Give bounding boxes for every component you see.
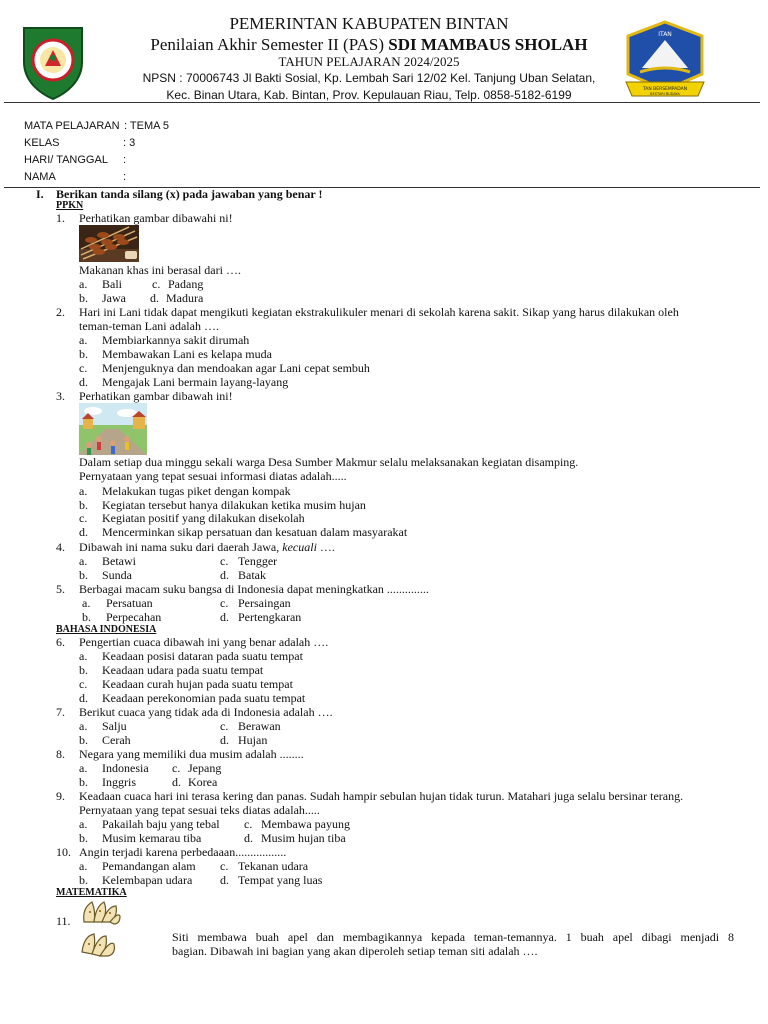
- q1-opt-c-text[interactable]: Padang: [168, 277, 204, 291]
- q3-opt-b-letter[interactable]: b.: [79, 498, 88, 512]
- q2-opt-b-text[interactable]: Membawakan Lani es kelapa muda: [102, 347, 272, 361]
- q5-opt-b-letter[interactable]: b.: [82, 610, 91, 624]
- q4-opt-a-text[interactable]: Betawi: [102, 554, 136, 568]
- meta-class: [24, 136, 136, 150]
- q10-opt-b-text[interactable]: Kelembapan udara: [102, 873, 193, 887]
- q6-opt-d-text[interactable]: Keadaan perekonomian pada suatu tempat: [102, 691, 306, 705]
- q2-number: 2.: [56, 305, 65, 319]
- meta-date-value: :: [123, 154, 127, 166]
- q1-opt-d-text[interactable]: Madura: [166, 291, 204, 305]
- q7-opt-b-letter[interactable]: b.: [79, 733, 88, 747]
- q5-opt-c-letter[interactable]: c.: [220, 596, 229, 610]
- q9-opt-d-letter[interactable]: d.: [244, 831, 253, 845]
- meta-subject-value: : TEMA 5: [124, 120, 170, 132]
- q1-opt-d-letter[interactable]: d.: [150, 291, 159, 305]
- instruction-text: Berikan tanda silang (x) pada jawaban yang benar !: [56, 187, 323, 201]
- q8-number: 8.: [56, 747, 65, 761]
- q5-opt-a-text[interactable]: Persatuan: [106, 596, 153, 610]
- meta-name-label: NAMA: [24, 171, 56, 183]
- q7-opt-d-letter[interactable]: d.: [220, 733, 229, 747]
- q2-opt-a-text[interactable]: Membiarkannya sakit dirumah: [102, 333, 250, 347]
- q6-opt-d-letter[interactable]: d.: [79, 691, 88, 705]
- meta-subject: [24, 119, 170, 133]
- header-exam-name: Penilaian Akhir Semester II (PAS): [150, 35, 389, 54]
- q6-text: Pengertian cuaca dibawah ini yang benar adalah ….: [79, 635, 329, 649]
- q4-number: 4.: [56, 540, 65, 554]
- q9-text-line1: Keadaan cuaca hari ini terasa kering dan panas. Sudah hampir sebulan hujan tidak turun. Matahari juga selalu bersinar terang.: [79, 789, 684, 803]
- meta-name: [24, 170, 127, 184]
- right-logo-text: ITAN: [658, 31, 672, 38]
- q3-opt-d-text[interactable]: Mencerminkan sikap persatuan dan kesatuan dalam masyarakat: [102, 525, 408, 539]
- satay-image: [79, 225, 139, 262]
- q8-text: Negara yang memiliki dua musim adalah ........: [79, 747, 304, 761]
- q11-text-line2: bagian. Dibawah ini bagian yang akan diperoleh setiap teman siti adalah ….: [172, 944, 538, 958]
- q7-number: 7.: [56, 705, 65, 719]
- section-matematika: MATEMATIKA: [56, 887, 127, 898]
- q1-opt-a-letter[interactable]: a.: [79, 277, 88, 291]
- q1-opt-a-text[interactable]: Bali: [102, 277, 122, 291]
- q2-opt-c-text[interactable]: Menjenguknya dan mendoakan agar Lani cepat sembuh: [102, 361, 370, 375]
- q4-opt-a-letter[interactable]: a.: [79, 554, 88, 568]
- q1-opt-c-letter[interactable]: c.: [152, 277, 161, 291]
- q9-opt-c-text[interactable]: Membawa payung: [261, 817, 350, 831]
- q5-opt-d-text[interactable]: Pertengkaran: [238, 610, 302, 624]
- q10-opt-a-text[interactable]: Pemandangan alam: [102, 859, 196, 873]
- q6-opt-c-text[interactable]: Keadaan curah hujan pada suatu tempat: [102, 677, 293, 691]
- q8-opt-a-letter[interactable]: a.: [79, 761, 88, 775]
- apple-slices-image-1: [80, 898, 122, 926]
- q2-opt-d-letter[interactable]: d.: [79, 375, 88, 389]
- q6-opt-b-text[interactable]: Keadaan udara pada suatu tempat: [102, 663, 264, 677]
- q10-opt-d-letter[interactable]: d.: [220, 873, 229, 887]
- meta-date-label: HARI/ TANGGAL: [24, 154, 108, 166]
- q6-opt-c-letter[interactable]: c.: [79, 677, 88, 691]
- q8-opt-d-text[interactable]: Korea: [188, 775, 218, 789]
- q9-opt-d-text[interactable]: Musim hujan tiba: [261, 831, 346, 845]
- q9-text-line2: Pernyataan yang tepat sesuai teks diatas adalah.....: [79, 803, 320, 817]
- q2-opt-c-letter[interactable]: c.: [79, 361, 88, 375]
- q2-opt-b-letter[interactable]: b.: [79, 347, 88, 361]
- header-school-name: SDI MAMBAUS SHOLAH: [388, 35, 588, 54]
- q10-opt-c-letter[interactable]: c.: [220, 859, 229, 873]
- q1-number: 1.: [56, 211, 65, 225]
- q9-opt-c-letter[interactable]: c.: [244, 817, 253, 831]
- q4-opt-c-text[interactable]: Tengger: [238, 554, 278, 568]
- apple-slices-image-2: [80, 930, 116, 958]
- header-divider: [4, 102, 760, 103]
- q4-text-end: ….: [316, 540, 335, 554]
- q5-opt-b-text[interactable]: Perpecahan: [106, 610, 162, 624]
- q7-opt-a-letter[interactable]: a.: [79, 719, 88, 733]
- q2-text-line2: teman-teman Lani adalah ….: [79, 319, 219, 333]
- q7-opt-d-text[interactable]: Hujan: [238, 733, 268, 747]
- section-ppkn: PPKN: [56, 200, 84, 211]
- q1-text: Perhatikan gambar dibawahi ni!: [79, 211, 233, 225]
- q1-opt-b-letter[interactable]: b.: [79, 291, 88, 305]
- q4-text-main: Dibawah ini nama suku dari daerah Jawa,: [79, 540, 283, 554]
- q7-opt-a-text[interactable]: Salju: [102, 719, 127, 733]
- school-logo-right: [622, 20, 708, 102]
- header-address-1: NPSN : 70006743 Jl Bakti Sosial, Kp. Lembah Sari 12/02 Kel. Tanjung Uban Selatan,: [142, 71, 596, 85]
- q3-opt-d-letter[interactable]: d.: [79, 525, 88, 539]
- q4-text-emphasis: kecuali: [282, 540, 317, 554]
- q11-number: 11.: [56, 914, 71, 928]
- meta-subject-label: MATA PELAJARAN: [24, 120, 120, 132]
- q10-opt-c-text[interactable]: Tekanan udara: [238, 859, 309, 873]
- q3-context: Dalam setiap dua minggu sekali warga Desa Sumber Makmur selalu melaksanakan kegiatan disamping.: [79, 455, 579, 469]
- header-academic-year: TAHUN PELAJARAN 2024/2025: [278, 54, 460, 69]
- q3-opt-b-text[interactable]: Kegiatan tersebut hanya dilakukan ketika musim hujan: [102, 498, 366, 512]
- q3-opt-c-letter[interactable]: c.: [79, 511, 88, 525]
- q5-opt-c-text[interactable]: Persaingan: [238, 596, 291, 610]
- q10-opt-d-text[interactable]: Tempat yang luas: [238, 873, 323, 887]
- q10-opt-a-letter[interactable]: a.: [79, 859, 88, 873]
- q7-opt-b-text[interactable]: Cerah: [102, 733, 131, 747]
- header-address-2: Kec. Binan Utara, Kab. Bintan, Prov. Kepulauan Riau, Telp. 0858-5182-6199: [166, 88, 572, 102]
- q5-opt-a-letter[interactable]: a.: [82, 596, 91, 610]
- q9-opt-b-text[interactable]: Musim kemarau tiba: [102, 831, 202, 845]
- q2-opt-a-letter[interactable]: a.: [79, 333, 88, 347]
- q3-opt-a-text[interactable]: Melakukan tugas piket dengan kompak: [102, 484, 291, 498]
- meta-name-value: :: [123, 171, 127, 183]
- q5-number: 5.: [56, 582, 65, 596]
- q10-text: Angin terjadi karena perbedaaan.................: [79, 845, 287, 859]
- meta-class-value: : 3: [123, 137, 136, 149]
- q6-opt-b-letter[interactable]: b.: [79, 663, 88, 677]
- q5-text: Berbagai macam suku bangsa di Indonesia dapat meningkatkan ..............: [79, 582, 429, 596]
- q5-opt-d-letter[interactable]: d.: [220, 610, 229, 624]
- q8-opt-b-letter[interactable]: b.: [79, 775, 88, 789]
- header-government: PEMERINTAN KABUPATEN BINTAN: [229, 14, 509, 33]
- meta-date: [24, 153, 127, 167]
- q11-text-line1: Siti membawa buah apel dan membagikannya kepada teman-temannya. 1 buah apel dibagi menjadi 8: [172, 930, 734, 944]
- q4-opt-b-text[interactable]: Sunda: [102, 568, 132, 582]
- q9-opt-b-letter[interactable]: b.: [79, 831, 88, 845]
- instruction-roman: I.: [36, 187, 44, 201]
- q9-opt-a-letter[interactable]: a.: [79, 817, 88, 831]
- q8-opt-c-letter[interactable]: c.: [172, 761, 181, 775]
- q4-opt-d-text[interactable]: Batak: [238, 568, 266, 582]
- q8-opt-c-text[interactable]: Jepang: [188, 761, 222, 775]
- q4-opt-d-letter[interactable]: d.: [220, 568, 229, 582]
- q10-opt-b-letter[interactable]: b.: [79, 873, 88, 887]
- q6-opt-a-text[interactable]: Keadaan posisi dataran pada suatu tempat: [102, 649, 303, 663]
- community-work-image: [79, 403, 147, 455]
- right-logo-banner-2: BESTARI BUDAYA: [650, 92, 680, 96]
- q9-opt-a-text[interactable]: Pakailah baju yang tebal: [102, 817, 220, 831]
- section-bahasa-indonesia: BAHASA INDONESIA: [56, 624, 157, 635]
- q7-opt-c-text[interactable]: Berawan: [238, 719, 281, 733]
- q8-opt-a-text[interactable]: Indonesia: [102, 761, 149, 775]
- q6-opt-a-letter[interactable]: a.: [79, 649, 88, 663]
- meta-class-label: KELAS: [24, 137, 60, 149]
- q9-number: 9.: [56, 789, 65, 803]
- q4-text: [79, 540, 335, 554]
- q4-opt-c-letter[interactable]: c.: [220, 554, 229, 568]
- q7-text: Berikut cuaca yang tidak ada di Indonesia adalah ….: [79, 705, 333, 719]
- q3-opt-c-text[interactable]: Kegiatan positif yang dilakukan disekolah: [102, 511, 305, 525]
- q3-prompt: Pernyataan yang tepat sesuai informasi diatas adalah.....: [79, 469, 347, 483]
- q8-opt-b-text[interactable]: Inggris: [102, 775, 136, 789]
- right-logo-banner: TAN BERSEMPADAN: [642, 87, 688, 92]
- q8-opt-d-letter[interactable]: d.: [172, 775, 181, 789]
- q10-number: 10.: [56, 845, 71, 859]
- q7-opt-c-letter[interactable]: c.: [220, 719, 229, 733]
- q4-opt-b-letter[interactable]: b.: [79, 568, 88, 582]
- q1-prompt: Makanan khas ini berasal dari ….: [79, 263, 241, 277]
- q1-opt-b-text[interactable]: Jawa: [102, 291, 126, 305]
- q6-number: 6.: [56, 635, 65, 649]
- q3-text: Perhatikan gambar dibawah ini!: [79, 389, 233, 403]
- q2-text-line1: Hari ini Lani tidak dapat mengikuti kegiatan ekstrakulikuler menari di sekolah karena sakit. Sikap yang harus dilakukan oleh: [79, 305, 679, 319]
- q2-opt-d-text[interactable]: Mengajak Lani bermain layang-layang: [102, 375, 289, 389]
- q3-number: 3.: [56, 389, 65, 403]
- q3-opt-a-letter[interactable]: a.: [79, 484, 88, 498]
